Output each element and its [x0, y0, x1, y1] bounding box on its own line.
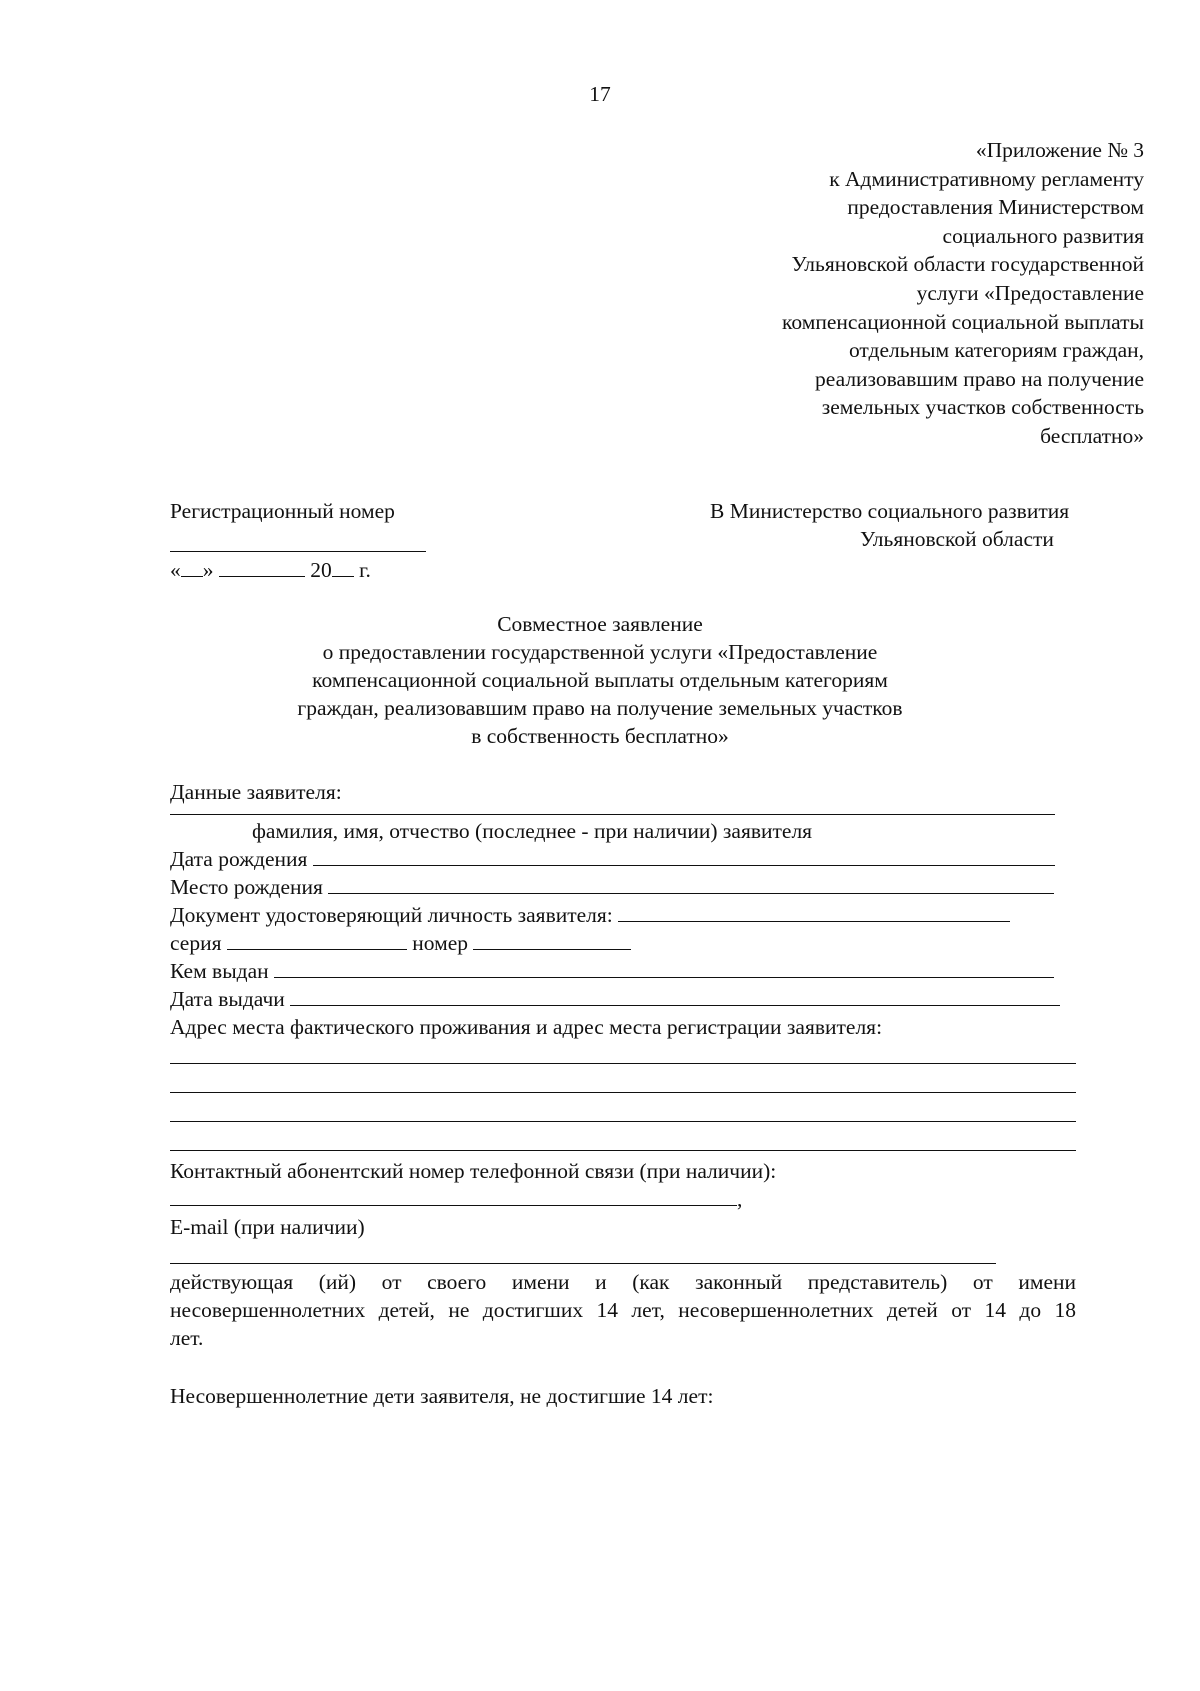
- registration-date: [170, 556, 430, 584]
- appendix-line: Ульяновской области государственной: [791, 252, 1144, 277]
- issue-date-field[interactable]: [290, 985, 1060, 1006]
- appendix-line: услуги «Предоставление: [916, 280, 1144, 305]
- address-line-3[interactable]: [170, 1093, 1076, 1122]
- year-prefix: 20: [310, 558, 332, 582]
- id-document-field[interactable]: [618, 901, 1010, 922]
- acting-line: несовершеннолетних детей, не достигших 14 лет, несовершеннолетних детей от 14 до 18: [170, 1298, 1076, 1322]
- addressee-block: [710, 497, 1130, 553]
- registration-number-label: Регистрационный номер: [170, 499, 395, 523]
- series-label: серия: [170, 931, 222, 955]
- page-number: 17: [589, 82, 611, 106]
- registration-block: [170, 497, 430, 584]
- children-under-14-label: Несовершеннолетние дети заявителя, не достигшие 14 лет:: [170, 1384, 714, 1408]
- issued-by-row: [170, 957, 1090, 985]
- birth-place-label: Место рождения: [170, 875, 323, 899]
- day-field[interactable]: [181, 556, 203, 577]
- applicant-name-caption: фамилия, имя, отчество (последнее - при наличии) заявителя: [252, 819, 813, 843]
- appendix-line: «Приложение № 3: [975, 138, 1144, 162]
- email-field[interactable]: [170, 1241, 996, 1264]
- address-label: Адрес места фактического проживания и адрес места регистрации заявителя:: [170, 1015, 883, 1039]
- birth-date-field[interactable]: [313, 845, 1055, 866]
- issued-by-field[interactable]: [274, 957, 1054, 978]
- appendix-line: бесплатно»: [1040, 423, 1144, 448]
- issue-date-row: [170, 985, 1090, 1013]
- month-field[interactable]: [219, 556, 305, 577]
- phone-label: Контактный абонентский номер телефонной связи (при наличии):: [170, 1159, 777, 1183]
- appendix-line: отдельным категориям граждан,: [848, 338, 1144, 363]
- addressee-line: В Министерство социального развития: [710, 499, 1070, 523]
- id-document-label: Документ удостоверяющий личность заявителя:: [170, 903, 613, 927]
- birth-date-row: [170, 845, 1090, 873]
- appendix-line: земельных участков собственность: [821, 395, 1144, 420]
- year-field[interactable]: [332, 556, 354, 577]
- email-label: E-mail (при наличии): [170, 1215, 365, 1239]
- issue-date-label: Дата выдачи: [170, 987, 285, 1011]
- acting-line: действующая (ий) от своего имени и (как законный представитель) от имени: [170, 1270, 1076, 1294]
- id-document-row: [170, 901, 1090, 929]
- addressee-line: Ульяновской области: [860, 527, 1054, 551]
- applicant-data-heading: Данные заявителя:: [170, 780, 342, 804]
- address-line-4[interactable]: [170, 1122, 1076, 1151]
- appendix-line: к Административному регламенту: [829, 166, 1144, 191]
- appendix-line: социального развития: [942, 223, 1144, 248]
- document-title: [200, 610, 1000, 750]
- number-field[interactable]: [473, 929, 631, 950]
- date-open-quote: «: [170, 558, 181, 582]
- title-line: компенсационной социальной выплаты отдельным категориям: [312, 668, 888, 692]
- acting-statement: [170, 1268, 1076, 1352]
- birth-place-field[interactable]: [328, 873, 1054, 894]
- birth-date-label: Дата рождения: [170, 847, 308, 871]
- appendix-line: реализовавшим право на получение: [815, 366, 1144, 391]
- application-form: [170, 778, 1090, 1410]
- title-line: в собственность бесплатно»: [471, 724, 729, 748]
- series-number-row: [170, 929, 1090, 957]
- appendix-line: предоставления Министерством: [847, 195, 1144, 220]
- title-line: граждан, реализовавшим право на получение земельных участков: [297, 696, 903, 720]
- phone-field[interactable]: [170, 1187, 737, 1206]
- acting-line: лет.: [170, 1326, 204, 1350]
- applicant-name-field[interactable]: [170, 810, 1055, 815]
- appendix-header: [624, 136, 1144, 451]
- title-line: о предоставлении государственной услуги «Предоставление: [322, 640, 878, 664]
- issued-by-label: Кем выдан: [170, 959, 269, 983]
- registration-number-field[interactable]: [170, 529, 426, 552]
- appendix-line: компенсационной социальной выплаты: [782, 309, 1144, 334]
- phone-row: [170, 1185, 1090, 1213]
- year-suffix: г.: [359, 558, 371, 582]
- birth-place-row: [170, 873, 1090, 901]
- phone-comma: ,: [737, 1187, 743, 1211]
- number-label: номер: [412, 931, 468, 955]
- date-close-quote: »: [202, 558, 214, 582]
- title-line: Совместное заявление: [497, 612, 703, 636]
- address-line-2[interactable]: [170, 1064, 1076, 1093]
- address-line-1[interactable]: [170, 1041, 1076, 1064]
- series-field[interactable]: [227, 929, 407, 950]
